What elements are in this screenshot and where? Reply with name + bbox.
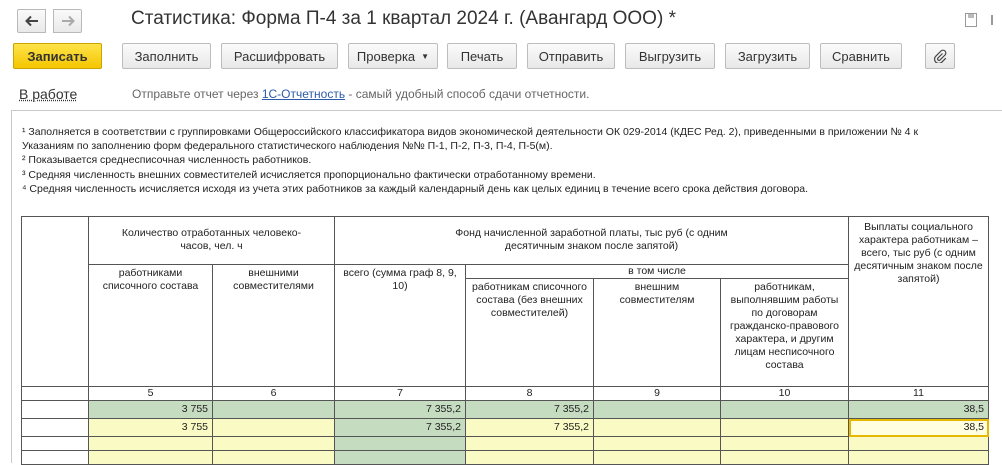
data-cell[interactable]: 3 755 <box>89 419 213 437</box>
footnote-line: ¹ Заполняется в соответствии с группировками Общероссийского классификатора видов экономической деятельности ОК 029-2014 (КДЕС Ред. 2), приведенными в приложении № 4 к <box>22 126 919 138</box>
send-button[interactable] <box>527 43 615 69</box>
compare-button[interactable] <box>820 43 902 69</box>
data-cell[interactable] <box>721 401 849 419</box>
data-cell[interactable] <box>213 419 335 437</box>
import-button-label: Загрузить <box>737 48 798 64</box>
data-cell[interactable]: 7 355,2 <box>335 419 466 437</box>
data-cell[interactable]: 3 755 <box>89 401 213 419</box>
link-icon[interactable] <box>990 13 1000 30</box>
empty-cell[interactable] <box>335 437 466 451</box>
status-message-text: Отправьте отчет через <box>132 87 262 101</box>
row-label-cell <box>22 451 89 465</box>
table-row <box>22 451 989 465</box>
empty-cell[interactable] <box>849 437 989 451</box>
social-header: Выплаты социального характера работникам – всего, тыс руб (с одним десятичным знаком после запятой) <box>849 217 989 387</box>
footnote-line: ² Показывается среднесписочная численность работников. <box>22 154 312 167</box>
record-button-label: Записать <box>27 48 88 64</box>
status-message <box>132 87 589 101</box>
empty-cell[interactable] <box>213 437 335 451</box>
attach-button[interactable] <box>925 43 955 69</box>
forward-button[interactable] <box>53 9 82 33</box>
print-button-label: Печать <box>460 48 504 64</box>
empty-cell[interactable] <box>594 451 721 465</box>
including-header: в том числе <box>466 265 849 279</box>
table-row <box>22 437 989 451</box>
fill-button[interactable] <box>122 43 211 69</box>
data-cell[interactable] <box>213 401 335 419</box>
row-label-cell <box>22 437 89 451</box>
window-title: Статистика: Форма П-4 за 1 квартал 2024 г. (Авангард ООО) * <box>131 8 676 29</box>
table-row <box>22 419 989 437</box>
empty-cell[interactable] <box>89 437 213 451</box>
export-button[interactable] <box>625 43 715 69</box>
data-cell[interactable] <box>594 401 721 419</box>
subheader-col5: работниками списочного состава <box>89 265 213 387</box>
footnote-line: ⁴ Средняя численность исчисляется исходя из учета этих работников за каждый календарный день как целых единиц в течение всего срока действия договора. <box>22 182 809 195</box>
paperclip-icon <box>933 49 947 63</box>
empty-cell[interactable] <box>721 451 849 465</box>
arrow-left-icon <box>25 15 39 27</box>
row-label-header <box>22 217 89 387</box>
empty-cell[interactable] <box>466 451 594 465</box>
data-cell[interactable]: 7 355,2 <box>466 419 594 437</box>
subheader-col9: внешним совместителям <box>594 279 721 387</box>
col-number-cell: 11 <box>849 387 989 401</box>
export-button-label: Выгрузить <box>638 48 702 64</box>
check-dropdown-button[interactable] <box>348 43 438 69</box>
empty-cell[interactable] <box>594 437 721 451</box>
record-button[interactable] <box>13 43 102 69</box>
send-button-label: Отправить <box>538 48 604 64</box>
subheader-col6: внешними совместителями <box>213 265 335 387</box>
status-message-tail: - самый удобный способ сдачи отчетности. <box>345 87 590 101</box>
col-number-cell: 7 <box>335 387 466 401</box>
footnotes <box>22 125 992 196</box>
data-cell[interactable]: 7 355,2 <box>335 401 466 419</box>
import-button[interactable] <box>725 43 810 69</box>
data-cell[interactable]: 38,5 <box>849 401 989 419</box>
title-bar <box>0 0 1002 40</box>
col-number-cell: 10 <box>721 387 849 401</box>
empty-cell[interactable] <box>335 451 466 465</box>
selected-data-cell[interactable]: 38,5 <box>849 419 989 437</box>
decode-button-label: Расшифровать <box>233 48 326 64</box>
col-number-cell <box>22 387 89 401</box>
print-button[interactable] <box>447 43 517 69</box>
caret-down-icon: ▼ <box>421 51 430 61</box>
empty-cell[interactable] <box>466 437 594 451</box>
empty-cell[interactable] <box>721 437 849 451</box>
row-label-cell <box>22 401 89 419</box>
empty-cell[interactable] <box>89 451 213 465</box>
col-number-cell: 9 <box>594 387 721 401</box>
decode-button[interactable] <box>221 43 338 69</box>
footnote-line: Указаниям по заполнению форм федерального статистического наблюдения №№ П-1, П-2, П-3, П-4, П-5(м). <box>22 140 553 153</box>
data-cell[interactable] <box>721 419 849 437</box>
fill-button-label: Заполнить <box>134 48 199 64</box>
compare-button-label: Сравнить <box>832 48 890 64</box>
footnote-line: ³ Средняя численность внешних совместителей исчисляется пропорционально фактически отработанному времени. <box>22 168 596 181</box>
data-cell[interactable]: 7 355,2 <box>466 401 594 419</box>
subheader-col8: работникам списочного состава (без внешних совместителей) <box>466 279 594 387</box>
arrow-right-icon <box>61 15 75 27</box>
reporting-service-link[interactable]: 1С-Отчетность <box>261 87 346 101</box>
col-number-cell: 6 <box>213 387 335 401</box>
subheader-col10: работникам, выполнявшим работы по договорам гражданско-правового характера, и другим лицам несписочного состава <box>721 279 849 387</box>
subheader-col7: всего (сумма граф 8, 9, 10) <box>335 265 466 387</box>
table-row <box>22 401 989 419</box>
fund-header: Фонд начисленной заработной платы, тыс руб (с одним десятичным знаком после запятой) <box>335 217 849 265</box>
empty-cell[interactable] <box>849 451 989 465</box>
back-button[interactable] <box>17 9 46 33</box>
hours-header: Количество отработанных человеко-часов, чел. ч <box>89 217 335 265</box>
row-label-cell <box>22 419 89 437</box>
col-number-cell: 5 <box>89 387 213 401</box>
data-cell[interactable] <box>594 419 721 437</box>
empty-cell[interactable] <box>213 451 335 465</box>
save-disk-icon[interactable] <box>965 13 977 30</box>
check-button-label: Проверка <box>356 48 416 64</box>
report-table <box>21 216 989 465</box>
col-number-cell: 8 <box>466 387 594 401</box>
status-state-link[interactable]: В работе <box>19 86 78 102</box>
